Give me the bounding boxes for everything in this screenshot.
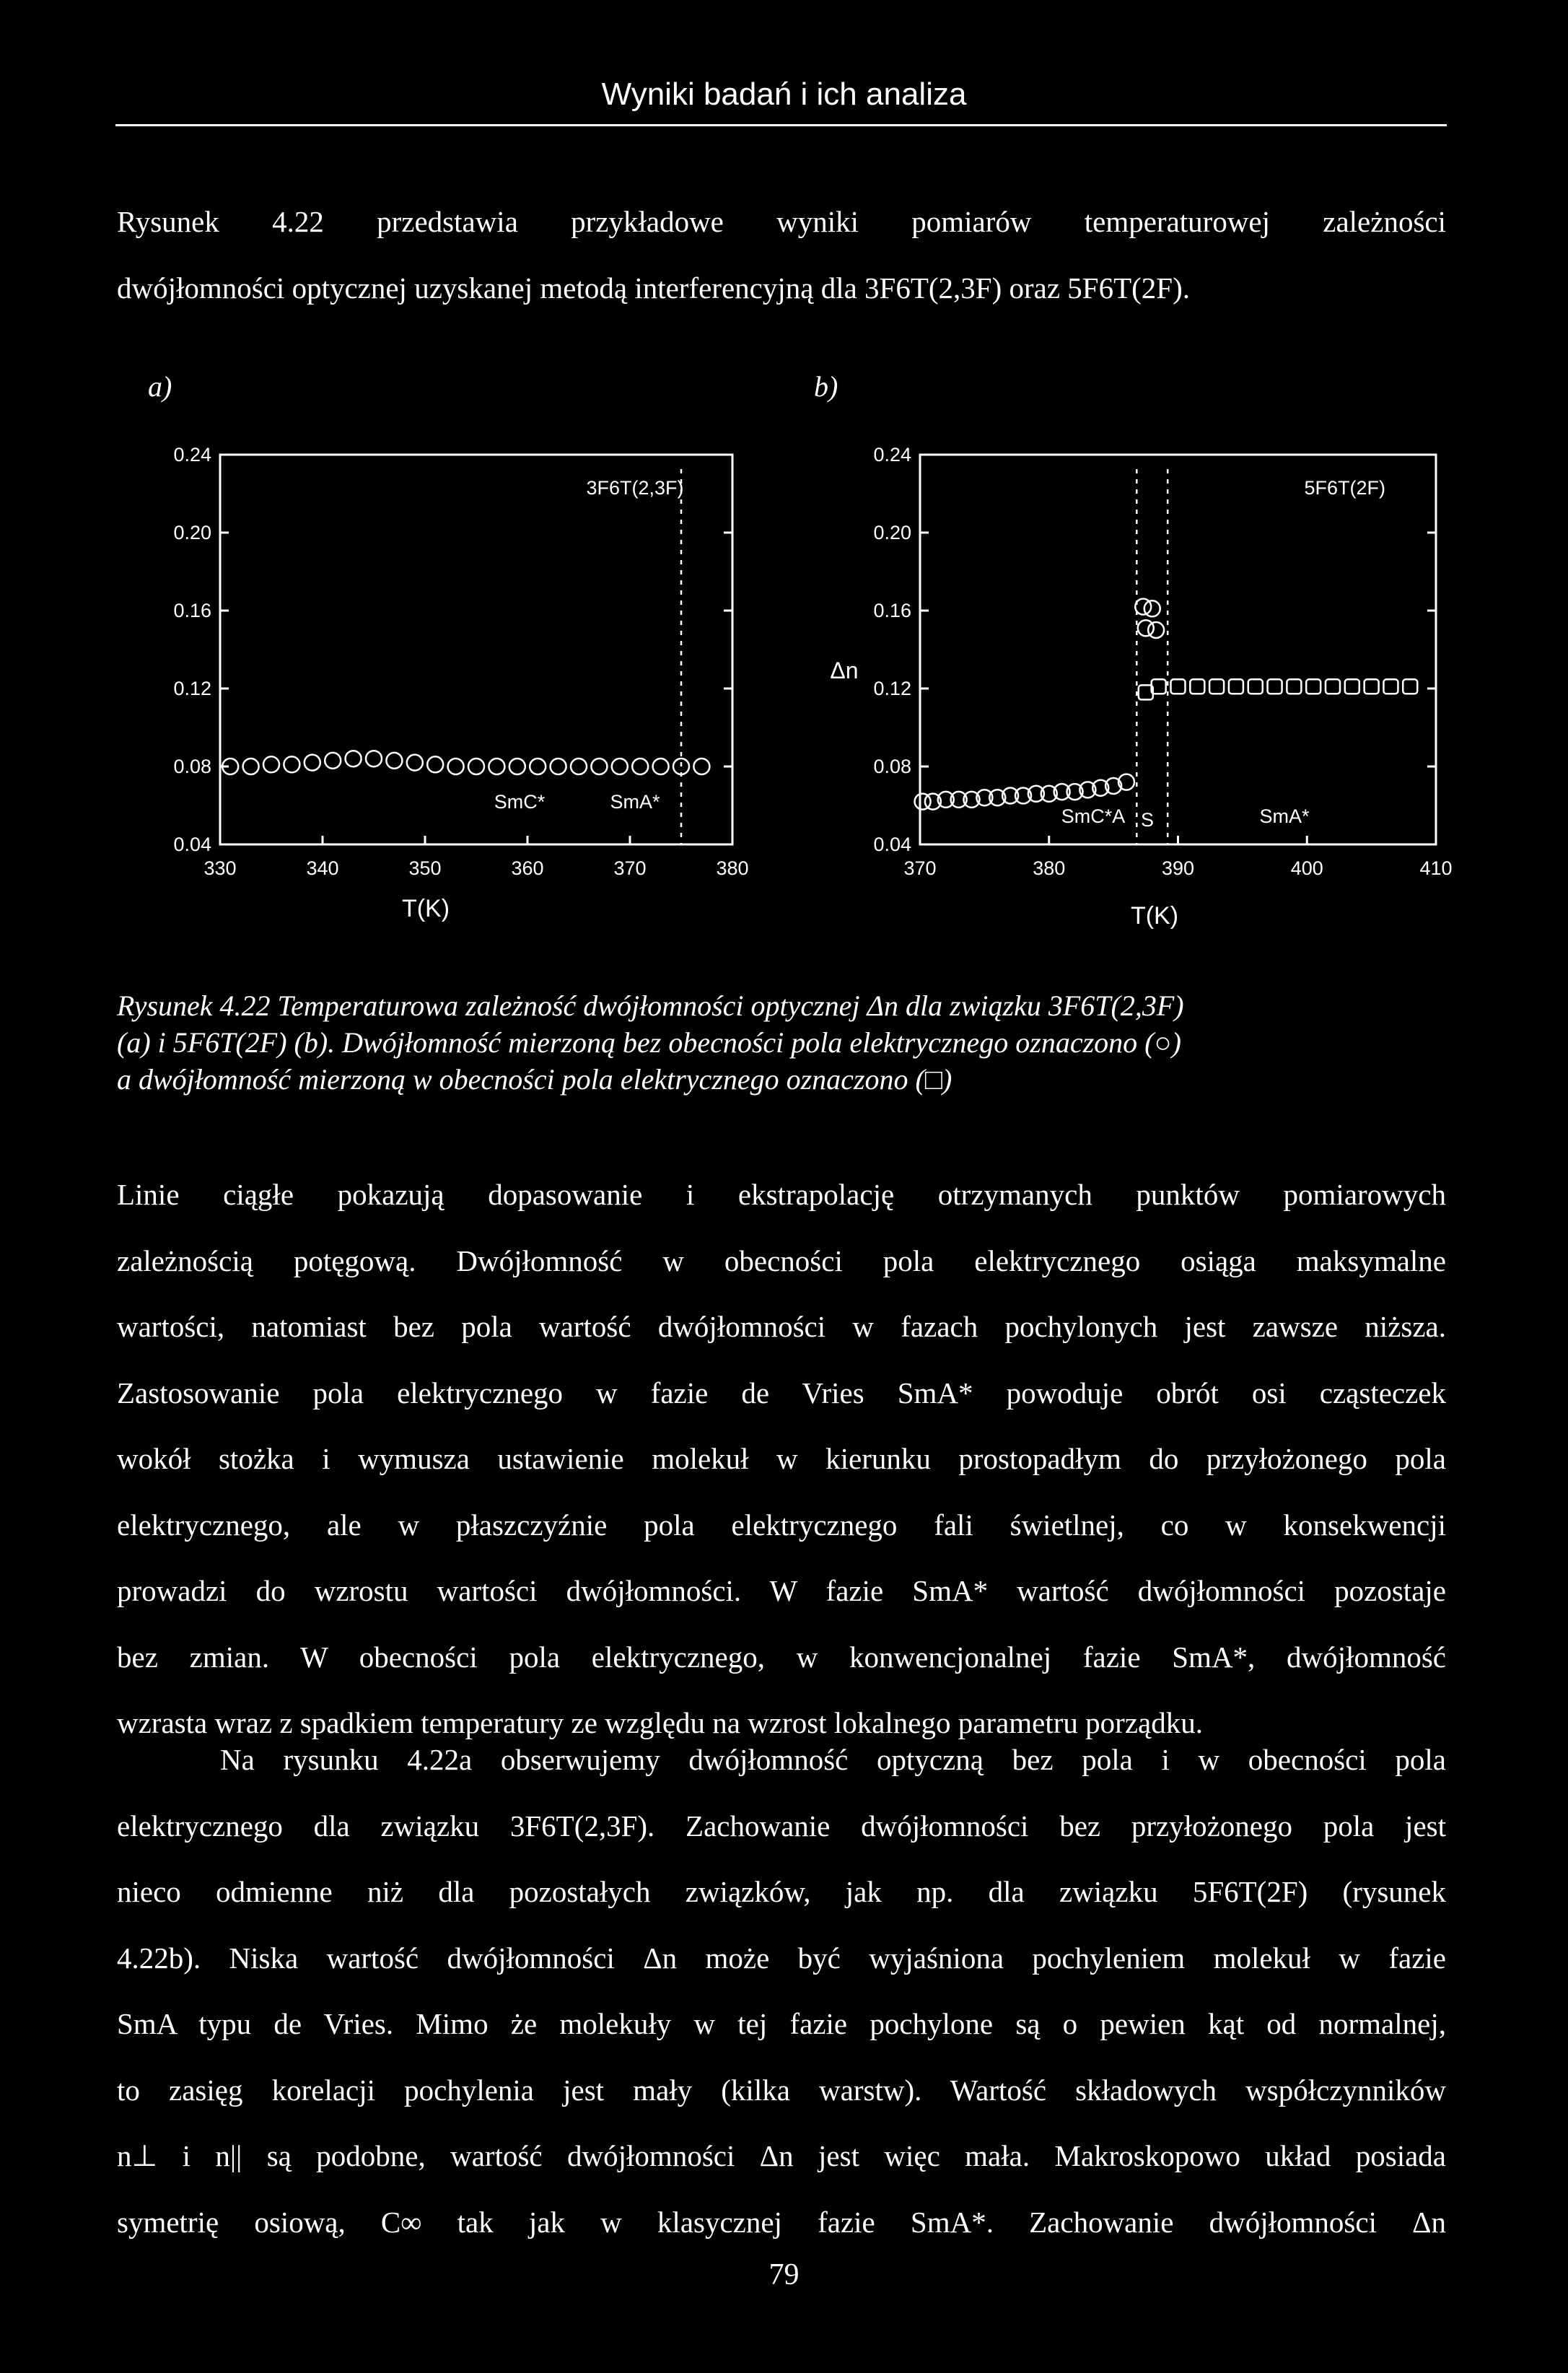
header-rule bbox=[115, 124, 1447, 126]
chart-b-data-point-square bbox=[1229, 679, 1243, 694]
chart-b-data-point-square bbox=[1306, 679, 1320, 694]
body-line: elektrycznego, ale w płaszczyźnie pola elektrycznego fali świetlnej, co w konsekwencji bbox=[117, 1508, 1446, 1542]
body-line: symetrię osiową, C∞ tak jak w klasycznej fazie SmA*. Zachowanie dwójłomności Δn bbox=[117, 2205, 1446, 2239]
chart-b-x-tick-label: 390 bbox=[1161, 857, 1195, 879]
chart-a-data-point bbox=[632, 759, 648, 774]
body-line: wokół stożka i wymusza ustawienie molekuł w kierunku prostopadłym do przyłożonego pola bbox=[117, 1442, 1446, 1475]
chart-a-data-point bbox=[468, 759, 484, 774]
page-number: 79 bbox=[768, 2258, 800, 2291]
chart-b-x-tick-label: 400 bbox=[1290, 857, 1323, 879]
chart-a-data-point bbox=[489, 759, 504, 774]
chart-b-x-tick-label: 380 bbox=[1033, 857, 1066, 879]
chart-a-data-point bbox=[263, 756, 279, 772]
chart-b-frame bbox=[920, 455, 1436, 844]
chart-a-x-tick-label: 380 bbox=[716, 857, 749, 879]
chart-a-data-point bbox=[427, 756, 443, 772]
caption-line: Rysunek 4.22 Temperaturowa zależność dwójłomności optycznej Δn dla związku 3F6T(2,3F) bbox=[117, 989, 1184, 1022]
chart-b-data-point-square bbox=[1248, 679, 1263, 694]
chart-b-y-tick-label: 0.16 bbox=[873, 600, 911, 621]
chart-b-data-point-square bbox=[1209, 679, 1224, 694]
body-line: wzrasta wraz z spadkiem temperatury ze względu na wzrost lokalnego parametru porządku. bbox=[117, 1706, 1203, 1739]
chart-a-phase-right: SmA* bbox=[610, 791, 660, 813]
chart-a-data-point bbox=[243, 759, 259, 774]
chart-a-data-point bbox=[366, 751, 382, 766]
chart-b-data-point-square bbox=[1268, 679, 1282, 694]
body-line: to zasięg korelacji pochylenia jest mały (kilka warstw). Wartość składowych współczynników bbox=[117, 2073, 1446, 2107]
chart-b-ylabel: Δn bbox=[830, 657, 859, 683]
body-line: wartości, natomiast bez pola wartość dwójłomności w fazach pochylonych jest zawsze niższa. bbox=[117, 1310, 1446, 1343]
body-line: zależnością potęgową. Dwójłomność w obecności pola elektrycznego osiąga maksymalne bbox=[117, 1244, 1446, 1277]
chart-b-x-tick-label: 370 bbox=[903, 857, 937, 879]
intro-paragraph bbox=[117, 189, 1446, 321]
running-header: Wyniki badań i ich analiza bbox=[601, 77, 967, 112]
chart-a-data-point bbox=[407, 755, 423, 771]
chart-b-data-point-square bbox=[1403, 679, 1417, 694]
chart-b-xlabel: T(K) bbox=[1130, 902, 1179, 930]
chart-b bbox=[830, 444, 1452, 930]
body-line: Linie ciągłe pokazują dopasowanie i ekstrapolację otrzymanych punktów pomiarowych bbox=[117, 1178, 1446, 1211]
chart-b-x-tick-label: 410 bbox=[1419, 857, 1453, 879]
chart-a-data-point bbox=[530, 759, 546, 774]
chart-a-x-tick-label: 350 bbox=[408, 857, 442, 879]
chart-a-y-tick-label: 0.04 bbox=[173, 834, 211, 855]
chart-a-data-point bbox=[612, 759, 628, 774]
chart-a-y-tick-label: 0.24 bbox=[173, 444, 211, 466]
chart-a-y-tick-label: 0.12 bbox=[173, 678, 211, 699]
chart-b-data-point-square bbox=[1190, 679, 1204, 694]
body-line: SmA typu de Vries. Mimo że molekuły w tej fazie pochylone są o pewien kąt od normalnej, bbox=[117, 2007, 1446, 2040]
chart-a-data-point bbox=[284, 756, 299, 772]
chart-b-phase-left: SmC*A bbox=[1061, 805, 1126, 827]
chart-b-data-point bbox=[1138, 620, 1154, 636]
chart-b-y-tick-label: 0.20 bbox=[873, 522, 911, 543]
chart-a-frame bbox=[220, 455, 732, 844]
chart-b-y-tick-label: 0.24 bbox=[873, 444, 911, 466]
chart-b-data-point bbox=[1144, 600, 1160, 616]
chart-a-xlabel: T(K) bbox=[401, 895, 450, 922]
chart-a-y-tick-label: 0.16 bbox=[173, 600, 211, 621]
body-paragraph-2 bbox=[117, 1727, 1446, 2255]
body-line: bez zmian. W obecności pola elektrycznego, w konwencjonalnej fazie SmA*, dwójłomność bbox=[117, 1640, 1446, 1674]
chart-a-data-point bbox=[551, 759, 566, 774]
chart-b-data-point-square bbox=[1326, 679, 1340, 694]
body-line: n⊥ i n|| są podobne, wartość dwójłomności Δn jest więc mała. Makroskopowo układ posiada bbox=[117, 2139, 1446, 2172]
chart-a-data-point bbox=[591, 759, 607, 774]
figure-caption bbox=[117, 987, 1446, 1098]
body-line: 4.22b). Niska wartość dwójłomności Δn może być wyjaśniona pochyleniem molekuł w fazie bbox=[117, 1941, 1446, 1975]
chart-b-data-point-square bbox=[1345, 679, 1359, 694]
chart-a-data-point bbox=[305, 755, 320, 771]
chart-a-x-tick-label: 330 bbox=[203, 857, 237, 879]
chart-b-phase-mid: S bbox=[1140, 809, 1155, 831]
chart-b-phase-right: SmA* bbox=[1259, 805, 1310, 827]
chart-b-data-point-square bbox=[1365, 679, 1379, 694]
chart-b-data-point-square bbox=[1171, 679, 1186, 694]
intro-line: dwójłomności optycznej uzyskanej metodą interferencyjną dla 3F6T(2,3F) oraz 5F6T(2F). bbox=[117, 271, 1190, 305]
chart-a-phase-left: SmC* bbox=[494, 791, 546, 813]
chart-a-data-point bbox=[325, 753, 341, 769]
body-line: elektrycznego dla związku 3F6T(2,3F). Zachowanie dwójłomności bez przyłożonego pola jest bbox=[117, 1809, 1446, 1843]
chart-a-x-tick-label: 360 bbox=[511, 857, 544, 879]
caption-line: (a) i 5F6T(2F) (b). Dwójłomność mierzoną bez obecności pola elektrycznego oznaczono (○) bbox=[117, 1026, 1181, 1059]
chart-a-data-point bbox=[448, 759, 464, 774]
chart-a bbox=[173, 444, 748, 922]
chart-a-x-tick-label: 370 bbox=[613, 857, 647, 879]
chart-b-compound: 5F6T(2F) bbox=[1304, 477, 1385, 499]
chart-a-data-point bbox=[509, 759, 525, 774]
chart-b-y-tick-label: 0.12 bbox=[873, 678, 911, 699]
chart-b-y-tick-label: 0.04 bbox=[873, 834, 911, 855]
chart-a-compound: 3F6T(2,3F) bbox=[586, 477, 684, 499]
chart-a-data-point bbox=[346, 751, 362, 766]
body-line: Zastosowanie pola elektrycznego w fazie de Vries SmA* powoduje obrót osi cząsteczek bbox=[117, 1376, 1446, 1410]
body-paragraph-1 bbox=[117, 1162, 1446, 1757]
panel-a-label: a) bbox=[148, 370, 172, 403]
figure-4-22 bbox=[0, 426, 1568, 945]
chart-b-data-point-square bbox=[1383, 679, 1398, 694]
intro-line: Rysunek 4.22 przedstawia przykładowe wyniki pomiarów temperaturowej zależności bbox=[117, 205, 1446, 238]
chart-b-data-point-square bbox=[1287, 679, 1301, 694]
chart-a-data-point bbox=[571, 759, 587, 774]
chart-a-data-point bbox=[653, 759, 669, 774]
body-line: Na rysunku 4.22a obserwujemy dwójłomność optyczną bez pola i w obecności pola bbox=[220, 1743, 1446, 1776]
chart-a-data-point bbox=[386, 753, 402, 769]
chart-a-data-point bbox=[693, 759, 709, 774]
chart-b-data-point bbox=[1148, 622, 1164, 638]
chart-a-x-tick-label: 340 bbox=[306, 857, 339, 879]
chart-b-y-tick-label: 0.08 bbox=[873, 756, 911, 777]
body-line: prowadzi do wzrostu wartości dwójłomności. W fazie SmA* wartość dwójłomności pozostaje bbox=[117, 1574, 1446, 1607]
panel-b-label: b) bbox=[814, 370, 838, 403]
caption-line: a dwójłomność mierzoną w obecności pola elektrycznego oznaczono (□) bbox=[117, 1063, 952, 1096]
chart-a-y-tick-label: 0.08 bbox=[173, 756, 211, 777]
body-line: nieco odmienne niż dla pozostałych związków, jak np. dla związku 5F6T(2F) (rysunek bbox=[117, 1875, 1446, 1908]
chart-a-y-tick-label: 0.20 bbox=[173, 522, 211, 543]
